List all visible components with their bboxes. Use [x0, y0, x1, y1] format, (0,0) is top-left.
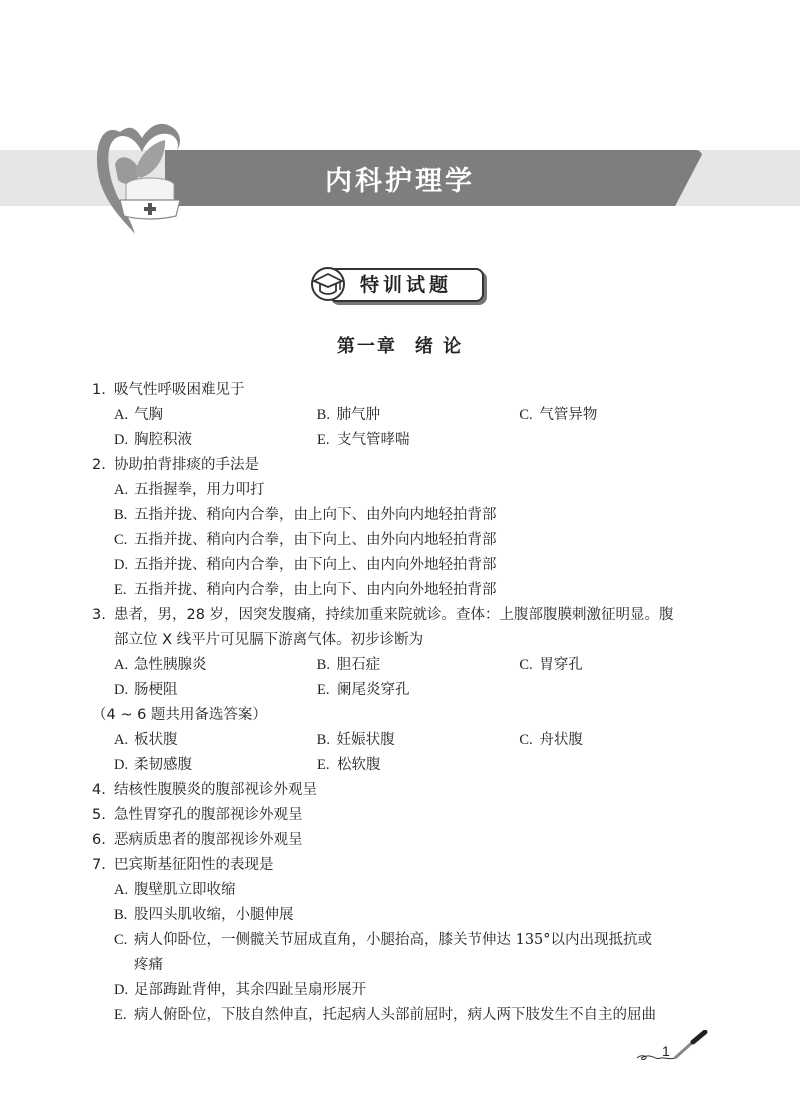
option-c-continued: 疼痛 [134, 957, 163, 973]
question-text-continued: 部立位 X 线平片可见膈下游离气体。初步诊断为 [114, 632, 424, 648]
option-row [92, 728, 722, 753]
question-text: 结核性腹膜炎的腹部视诊外观呈 [114, 782, 317, 798]
option-d: D. 胸腔积液 [114, 432, 192, 448]
option-row [92, 428, 722, 453]
option-c: C. 气管异物 [519, 407, 598, 423]
chapter-heading [0, 332, 800, 358]
question-text: 协助拍背排痰的手法是 [114, 457, 259, 473]
option-b: B. 肺气肿 [316, 407, 381, 423]
option-row [92, 678, 722, 703]
option-e: E. 病人俯卧位，下肢自然伸直，托起病人头部前屈时，病人两下肢发生不自主的屈曲 [114, 1007, 656, 1023]
badge-label: 特训试题 [360, 274, 453, 296]
question-number: 5. [92, 807, 106, 823]
question-number: 1. [92, 382, 106, 398]
section-badge [310, 266, 485, 302]
option-b: B. 妊娠状腹 [316, 732, 395, 748]
chapter-number: 第一章 [336, 336, 397, 357]
question-number: 7. [92, 857, 106, 873]
question-text: 恶病质患者的腹部视诊外观呈 [114, 832, 303, 848]
question-text: 吸气性呼吸困难见于 [114, 382, 245, 398]
question-number: 6. [92, 832, 106, 848]
option-a: A. 急性胰腺炎 [114, 657, 207, 673]
question-stem [92, 378, 722, 403]
option-c: C. 病人仰卧位，一侧髋关节屈成直角，小腿抬高，膝关节伸达 135°以内出现抵抗或 [114, 932, 653, 948]
option-d: D. 肠梗阻 [114, 682, 178, 698]
question-stem [92, 803, 722, 828]
option-c: C. 五指并拢、稍向内合拳，由下向上、由外向内地轻拍背部 [114, 532, 497, 548]
question-number: 2. [92, 457, 106, 473]
chapter-title: 绪 论 [414, 336, 464, 357]
question-number: 4. [92, 782, 106, 798]
question-text: 巴宾斯基征阳性的表现是 [114, 857, 274, 873]
option-b: B. 股四头肌收缩，小腿伸展 [114, 907, 294, 923]
option-e: E. 五指并拢、稍向内合拳，由上向下、由内向外地轻拍背部 [114, 582, 497, 598]
option-a: A. 板状腹 [114, 732, 178, 748]
page-number: 1 [662, 1043, 670, 1059]
option-row [92, 653, 722, 678]
option-a: A. 腹壁肌立即收缩 [114, 882, 236, 898]
option-a: A. 五指握拳，用力叩打 [114, 482, 265, 498]
question-stem [92, 828, 722, 853]
nurse-cap-heart-icon [90, 112, 200, 237]
group-note: （4 ~ 6 题共用备选答案） [92, 707, 267, 723]
question-stem [92, 453, 722, 478]
option-row [92, 403, 722, 428]
option-b: B. 胆石症 [316, 657, 381, 673]
option-d: D. 五指并拢、稍向内合拳，由下向上、由内向外地轻拍背部 [114, 557, 497, 573]
pen-icon [635, 1030, 715, 1070]
question-number: 3. [92, 607, 106, 623]
question-text: 患者，男，28 岁，因突发腹痛，持续加重来院就诊。查体：上腹部腹膜刺激征明显。腹 [114, 607, 674, 623]
option-c: C. 舟状腹 [519, 732, 583, 748]
page-title: 内科护理学 [325, 165, 475, 197]
graduation-cap-icon [310, 266, 350, 302]
question-text: 急性胃穿孔的腹部视诊外观呈 [114, 807, 303, 823]
option-b: B. 五指并拢、稍向内合拳，由上向下、由外向内地轻拍背部 [114, 507, 497, 523]
option-d: D. 足部踇趾背伸，其余四趾呈扇形展开 [114, 982, 366, 998]
question-stem [92, 853, 722, 878]
option-e: E. 支气管哮喘 [317, 432, 410, 448]
option-row [92, 753, 722, 778]
question-stem [92, 603, 722, 628]
question-stem [92, 778, 722, 803]
question-list [92, 378, 722, 1028]
option-e: E. 松软腹 [317, 757, 381, 773]
option-c: C. 胃穿孔 [519, 657, 583, 673]
option-e: E. 阑尾炎穿孔 [317, 682, 410, 698]
option-d: D. 柔韧感腹 [114, 757, 192, 773]
option-a: A. 气胸 [114, 407, 163, 423]
